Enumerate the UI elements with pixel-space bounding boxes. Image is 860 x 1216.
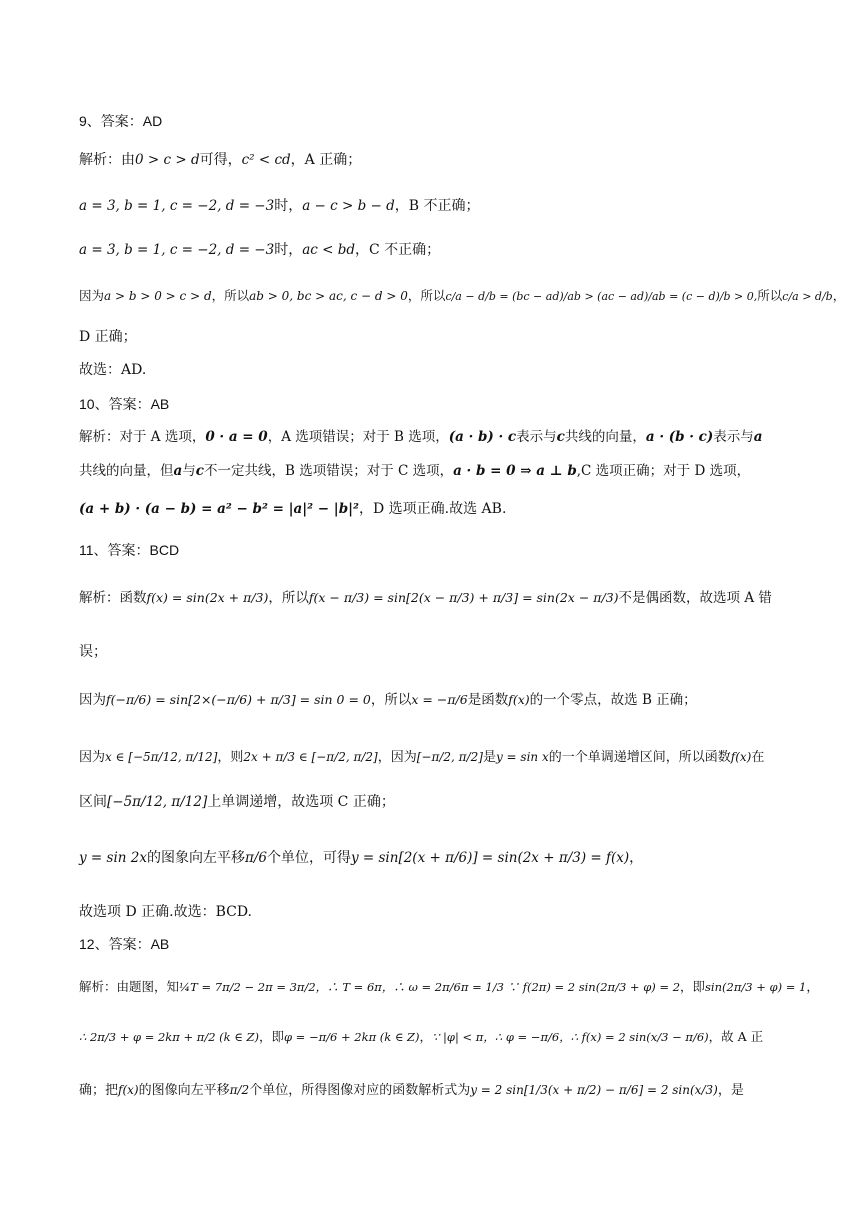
q10-line-3 xyxy=(79,499,790,519)
q12-l2-math-1: ∴ 2π/3 + φ = 2kπ + π/2 (k ∈ Z) xyxy=(79,1030,259,1044)
q12-l3-text-d: ，是 xyxy=(717,1083,744,1098)
q12-l1-text-a: 解析：由题图，知 xyxy=(79,979,180,994)
q12-l3-math-3: y = 2 sin[1/3(x + π/2) − π/6] = 2 sin(x/3) xyxy=(470,1083,718,1097)
q10-l1-math-3: c xyxy=(556,429,565,445)
q11-line-2: 误； xyxy=(79,644,107,660)
q10-l1-text-a: 解析：对于 A 选项， xyxy=(79,429,206,445)
q9-l1-text-a: 解析：由 xyxy=(79,152,135,168)
q11-l4-text-a: 因为 xyxy=(79,750,106,765)
q11-l4-math-3: [−π/2, π/2] xyxy=(416,750,483,764)
q10-l2-math-1: a xyxy=(173,463,183,479)
q9-l2-math-1: a = 3, b = 1, c = −2, d = −3 xyxy=(79,198,275,214)
q11-l1-text-c: 不是偶函数，故选项 A 错 xyxy=(618,590,772,606)
q10-l3-math-1: (a + b) · (a − b) = a² − b² = |a|² − |b|² xyxy=(79,501,359,517)
q9-line-2 xyxy=(79,196,790,216)
q10-header: 10、答案：AB xyxy=(79,396,170,412)
q9-l3-text-a: 时， xyxy=(274,242,303,258)
q10-l2-math-3: a · b = 0 ⇒ a ⊥ b xyxy=(453,463,577,479)
q11-header: 11、答案：BCD xyxy=(79,542,180,558)
q11-l3-text-a: 因为 xyxy=(79,692,106,708)
q11-line-7: 故选项 D 正确.故选：BCD. xyxy=(79,904,253,920)
q11-line-3 xyxy=(79,690,790,710)
q10-l2-math-2: c xyxy=(195,463,204,479)
q9-line-4 xyxy=(79,286,846,307)
q12-l2-text-c: ，故 A 正 xyxy=(708,1029,764,1044)
q11-l4-text-c: ，因为 xyxy=(377,750,417,765)
q11-l3-math-1: f(−π/6) = sin[2×(−π/6) + π/3] = sin 0 = 0 xyxy=(106,692,371,707)
q9-l4-math-1: a > b > 0 > c > d xyxy=(104,289,212,303)
q12-line-2 xyxy=(79,1027,790,1047)
q9-l4-text-a: 因为 xyxy=(79,288,105,303)
q11-l6-math-3: y = sin[2(x + π/6)] = sin(2x + π/3) = f(x) xyxy=(350,850,630,866)
q12-l3-text-b: 的图像向左平移 xyxy=(138,1083,230,1098)
q10-l1-text-e: 表示与 xyxy=(713,429,754,445)
q9-l4-text-b: ，所以 xyxy=(211,288,250,303)
q10-l1-math-5: a xyxy=(753,429,763,445)
q11-l3-math-2: x = −π/6 xyxy=(411,692,468,707)
q10-l2-text-d: ,C 选项正确；对于 D 选项， xyxy=(576,463,751,479)
q9-l4-text-d: 所以 xyxy=(757,288,783,303)
q11-l6-text-b: 个单位，可得 xyxy=(266,850,351,866)
q9-l4-math-2: ab > 0, bc > ac, c − d > 0 xyxy=(249,289,408,303)
q11-l3-text-c: 是函数 xyxy=(467,692,509,708)
q9-line-3 xyxy=(79,240,790,260)
q11-l5-text-a: 区间 xyxy=(79,794,107,810)
q9-l3-text-b: ，C 不正确； xyxy=(355,242,441,258)
q12-l3-text-c: 个单位，所得图像对应的函数解析式为 xyxy=(249,1083,471,1098)
q11-l4-math-5: f(x) xyxy=(730,750,752,764)
q9-line-1 xyxy=(79,150,790,170)
q11-l1-math-1: f(x) = sin(2x + π/3) xyxy=(146,590,269,605)
q11-l4-math-1: x ∈ [−5π/12, π/12] xyxy=(105,750,218,764)
q9-l2-math-2: a − c > b − d xyxy=(302,198,395,214)
q10-line-1 xyxy=(79,427,790,447)
q9-header: 9、答案：AD xyxy=(79,113,163,129)
q9-line-6: 故选：AD. xyxy=(79,362,147,378)
q11-l1-text-a: 解析：函数 xyxy=(79,590,147,606)
q12-l1-math-2: sin(2π/3 + φ) = 1 xyxy=(705,980,807,994)
q9-line-5: D 正确； xyxy=(79,329,137,345)
q11-l1-text-b: ，所以 xyxy=(268,590,309,606)
q11-l4-text-e: 的一个单调递增区间，所以函数 xyxy=(548,750,731,765)
q12-line-1 xyxy=(79,977,819,997)
q12-l1-text-c: ， xyxy=(806,979,819,994)
q12-header: 12、答案：AB xyxy=(79,936,170,952)
q10-l1-math-1: 0 · a = 0 xyxy=(205,429,268,445)
q12-l2-text-a: ，即 xyxy=(258,1029,284,1044)
q9-l1-math-2: c² < cd xyxy=(241,152,291,168)
q11-l6-text-c: ， xyxy=(629,850,644,866)
q12-l2-math-3: ∵ |φ| < π，∴ φ = −π/6，∴ f(x) = 2 sin(x/3 − π/6) xyxy=(432,1030,709,1044)
q10-line-2 xyxy=(79,461,790,481)
q10-l2-text-a: 共线的向量，但 xyxy=(79,463,174,479)
q9-l1-text-b: 可得， xyxy=(199,152,242,168)
q11-line-5 xyxy=(79,792,790,812)
q9-l4-text-c: ，所以 xyxy=(407,288,446,303)
q10-l3-text-a: ，D 选项正确.故选 AB. xyxy=(358,501,507,517)
q11-line-1 xyxy=(79,588,790,608)
q9-l4-math-4: c/a > d/b xyxy=(782,290,833,303)
q12-l1-text-b: ，即 xyxy=(680,979,706,994)
q12-l3-math-1: f(x) xyxy=(118,1083,139,1097)
q9-l3-math-1: a = 3, b = 1, c = −2, d = −3 xyxy=(79,242,275,258)
q11-l3-math-3: f(x) xyxy=(508,692,530,707)
q11-l5-text-b: 上单调递增，故选项 C 正确； xyxy=(207,794,395,810)
q9-l2-text-a: 时， xyxy=(274,198,303,214)
q11-line-4 xyxy=(79,747,790,768)
q12-line-3 xyxy=(79,1080,790,1101)
q11-line-6 xyxy=(79,848,790,868)
q12-l2-text-b: ， xyxy=(419,1029,433,1044)
q10-l1-math-4: a · (b · c) xyxy=(645,429,714,445)
q11-l4-text-f: 在 xyxy=(751,750,765,765)
q11-l4-text-d: 是 xyxy=(482,750,496,765)
q11-l4-math-2: 2x + π/3 ∈ [−π/2, π/2] xyxy=(243,750,378,764)
q11-l4-text-b: ，则 xyxy=(217,750,244,765)
q10-l2-text-b: 与 xyxy=(182,463,196,479)
q12-l3-text-a: 确；把 xyxy=(79,1083,119,1098)
q11-l3-text-d: 的一个零点，故选 B 正确； xyxy=(529,692,697,708)
q9-l1-text-c: ，A 正确； xyxy=(290,152,362,168)
q11-l6-text-a: 的图象向左平移 xyxy=(146,850,245,866)
q9-l4-text-e: ， xyxy=(832,288,846,303)
q10-l1-math-2: (a · b) · c xyxy=(448,429,517,445)
q11-l5-math-1: [−5π/12, π/12] xyxy=(107,794,208,810)
q10-l1-text-b: ，A 选项错误；对于 B 选项， xyxy=(267,429,449,445)
q11-l4-math-4: y = sin x xyxy=(495,750,549,764)
q9-l2-text-b: ，B 不正确； xyxy=(394,198,480,214)
q12-l3-math-2: π/2 xyxy=(229,1083,250,1097)
q11-l3-text-b: ，所以 xyxy=(370,692,412,708)
q10-l1-text-c: 表示与 xyxy=(516,429,557,445)
q11-l1-math-2: f(x − π/3) = sin[2(x − π/3) + π/3] = sin(2x − π/3) xyxy=(308,590,619,605)
q11-l6-math-2: π/6 xyxy=(244,850,267,866)
q10-l1-text-d: 共线的向量， xyxy=(564,429,646,445)
q9-l4-math-3: c/a − d/b = (bc − ad)/ab > (ac − ad)/ab = (c − d)/b > 0, xyxy=(445,290,758,303)
q9-l1-math-1: 0 > c > d xyxy=(135,152,200,168)
q9-l3-math-2: ac < bd xyxy=(302,242,355,258)
q11-l6-math-1: y = sin 2x xyxy=(79,850,147,866)
q10-l2-text-c: 不一定共线，B 选项错误；对于 C 选项， xyxy=(203,463,454,479)
q12-l2-math-2: φ = −π/6 + 2kπ (k ∈ Z) xyxy=(283,1030,420,1044)
q12-l1-math-1: ¼T = 7π/2 − 2π = 3π/2，∴ T = 6π，∴ ω = 2π/6π = 1/3 ∵ f(2π) = 2 sin(2π/3 + φ) = 2 xyxy=(179,980,681,994)
